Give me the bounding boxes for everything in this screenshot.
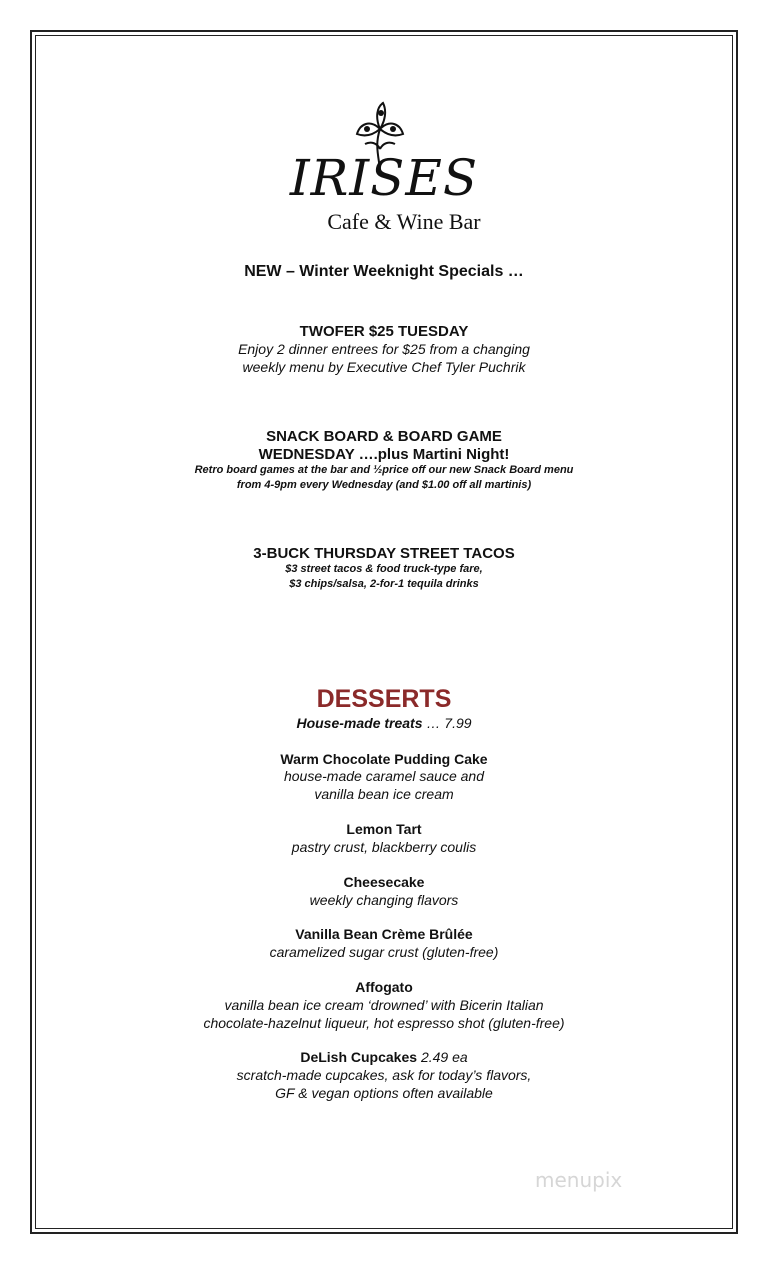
special-desc-line: from 4-9pm every Wednesday (and $1.00 off all martinis) [236, 479, 532, 491]
logo [35, 99, 733, 279]
special-subtitle: WEDNESDAY ….plus Martini Night! [258, 446, 510, 463]
logo-subtitle: Cafe & Wine Bar [327, 209, 481, 234]
desserts-title: DESSERTS [316, 685, 452, 713]
dessert-desc-line: vanilla bean ice cream [314, 786, 454, 802]
dessert-name: Warm Chocolate Pudding Cake [280, 751, 488, 767]
dessert-desc-line: pastry crust, blackberry coulis [291, 839, 477, 855]
special-desc-line: $3 chips/salsa, 2-for-1 tequila drinks [289, 578, 479, 590]
desserts-intro-label: House-made treats [296, 715, 423, 731]
dessert-name: Vanilla Bean Crème Brûlée [295, 926, 473, 942]
dessert-desc-line: caramelized sugar crust (gluten-free) [269, 944, 499, 960]
dessert-price: 2.49 ea [420, 1049, 468, 1065]
desserts-intro-price: … 7.99 [422, 715, 472, 731]
special-desc-line: Retro board games at the bar and ½price off our new Snack Board menu [194, 464, 574, 476]
special-desc-line: $3 street tacos & food truck-type fare, [285, 563, 483, 575]
menu-page [35, 35, 733, 1229]
special-desc-line: weekly menu by Executive Chef Tyler Puchrik [242, 359, 526, 375]
watermark: menupix [535, 1168, 623, 1192]
dessert-name: Affogato [355, 979, 413, 995]
logo-wordmark: IRISES [289, 149, 479, 207]
desserts-intro [35, 715, 733, 731]
special-title: SNACK BOARD & BOARD GAME [266, 428, 502, 445]
dessert-desc-line: GF & vegan options often available [275, 1085, 493, 1101]
dessert-desc-line: vanilla bean ice cream ‘drowned’ with Bicerin Italian [224, 997, 544, 1013]
special-title: 3-BUCK THURSDAY STREET TACOS [253, 545, 515, 562]
dessert-name: Cheesecake [343, 874, 425, 890]
specials-heading: NEW – Winter Weeknight Specials … [244, 263, 524, 280]
dessert-desc-line: house-made caramel sauce and [283, 768, 484, 784]
dessert-name: Lemon Tart [346, 821, 422, 837]
dessert-name: DeLish Cupcakes [300, 1049, 418, 1065]
dessert-desc-line: chocolate-hazelnut liqueur, hot espresso shot (gluten-free) [203, 1015, 565, 1031]
special-title: TWOFER $25 TUESDAY [299, 323, 469, 340]
dessert-desc-line: weekly changing flavors [309, 892, 459, 908]
dessert-name-row [35, 1049, 733, 1065]
special-desc-line: Enjoy 2 dinner entrees for $25 from a changing [238, 341, 530, 357]
dessert-desc-line: scratch-made cupcakes, ask for today’s flavors, [236, 1067, 532, 1083]
